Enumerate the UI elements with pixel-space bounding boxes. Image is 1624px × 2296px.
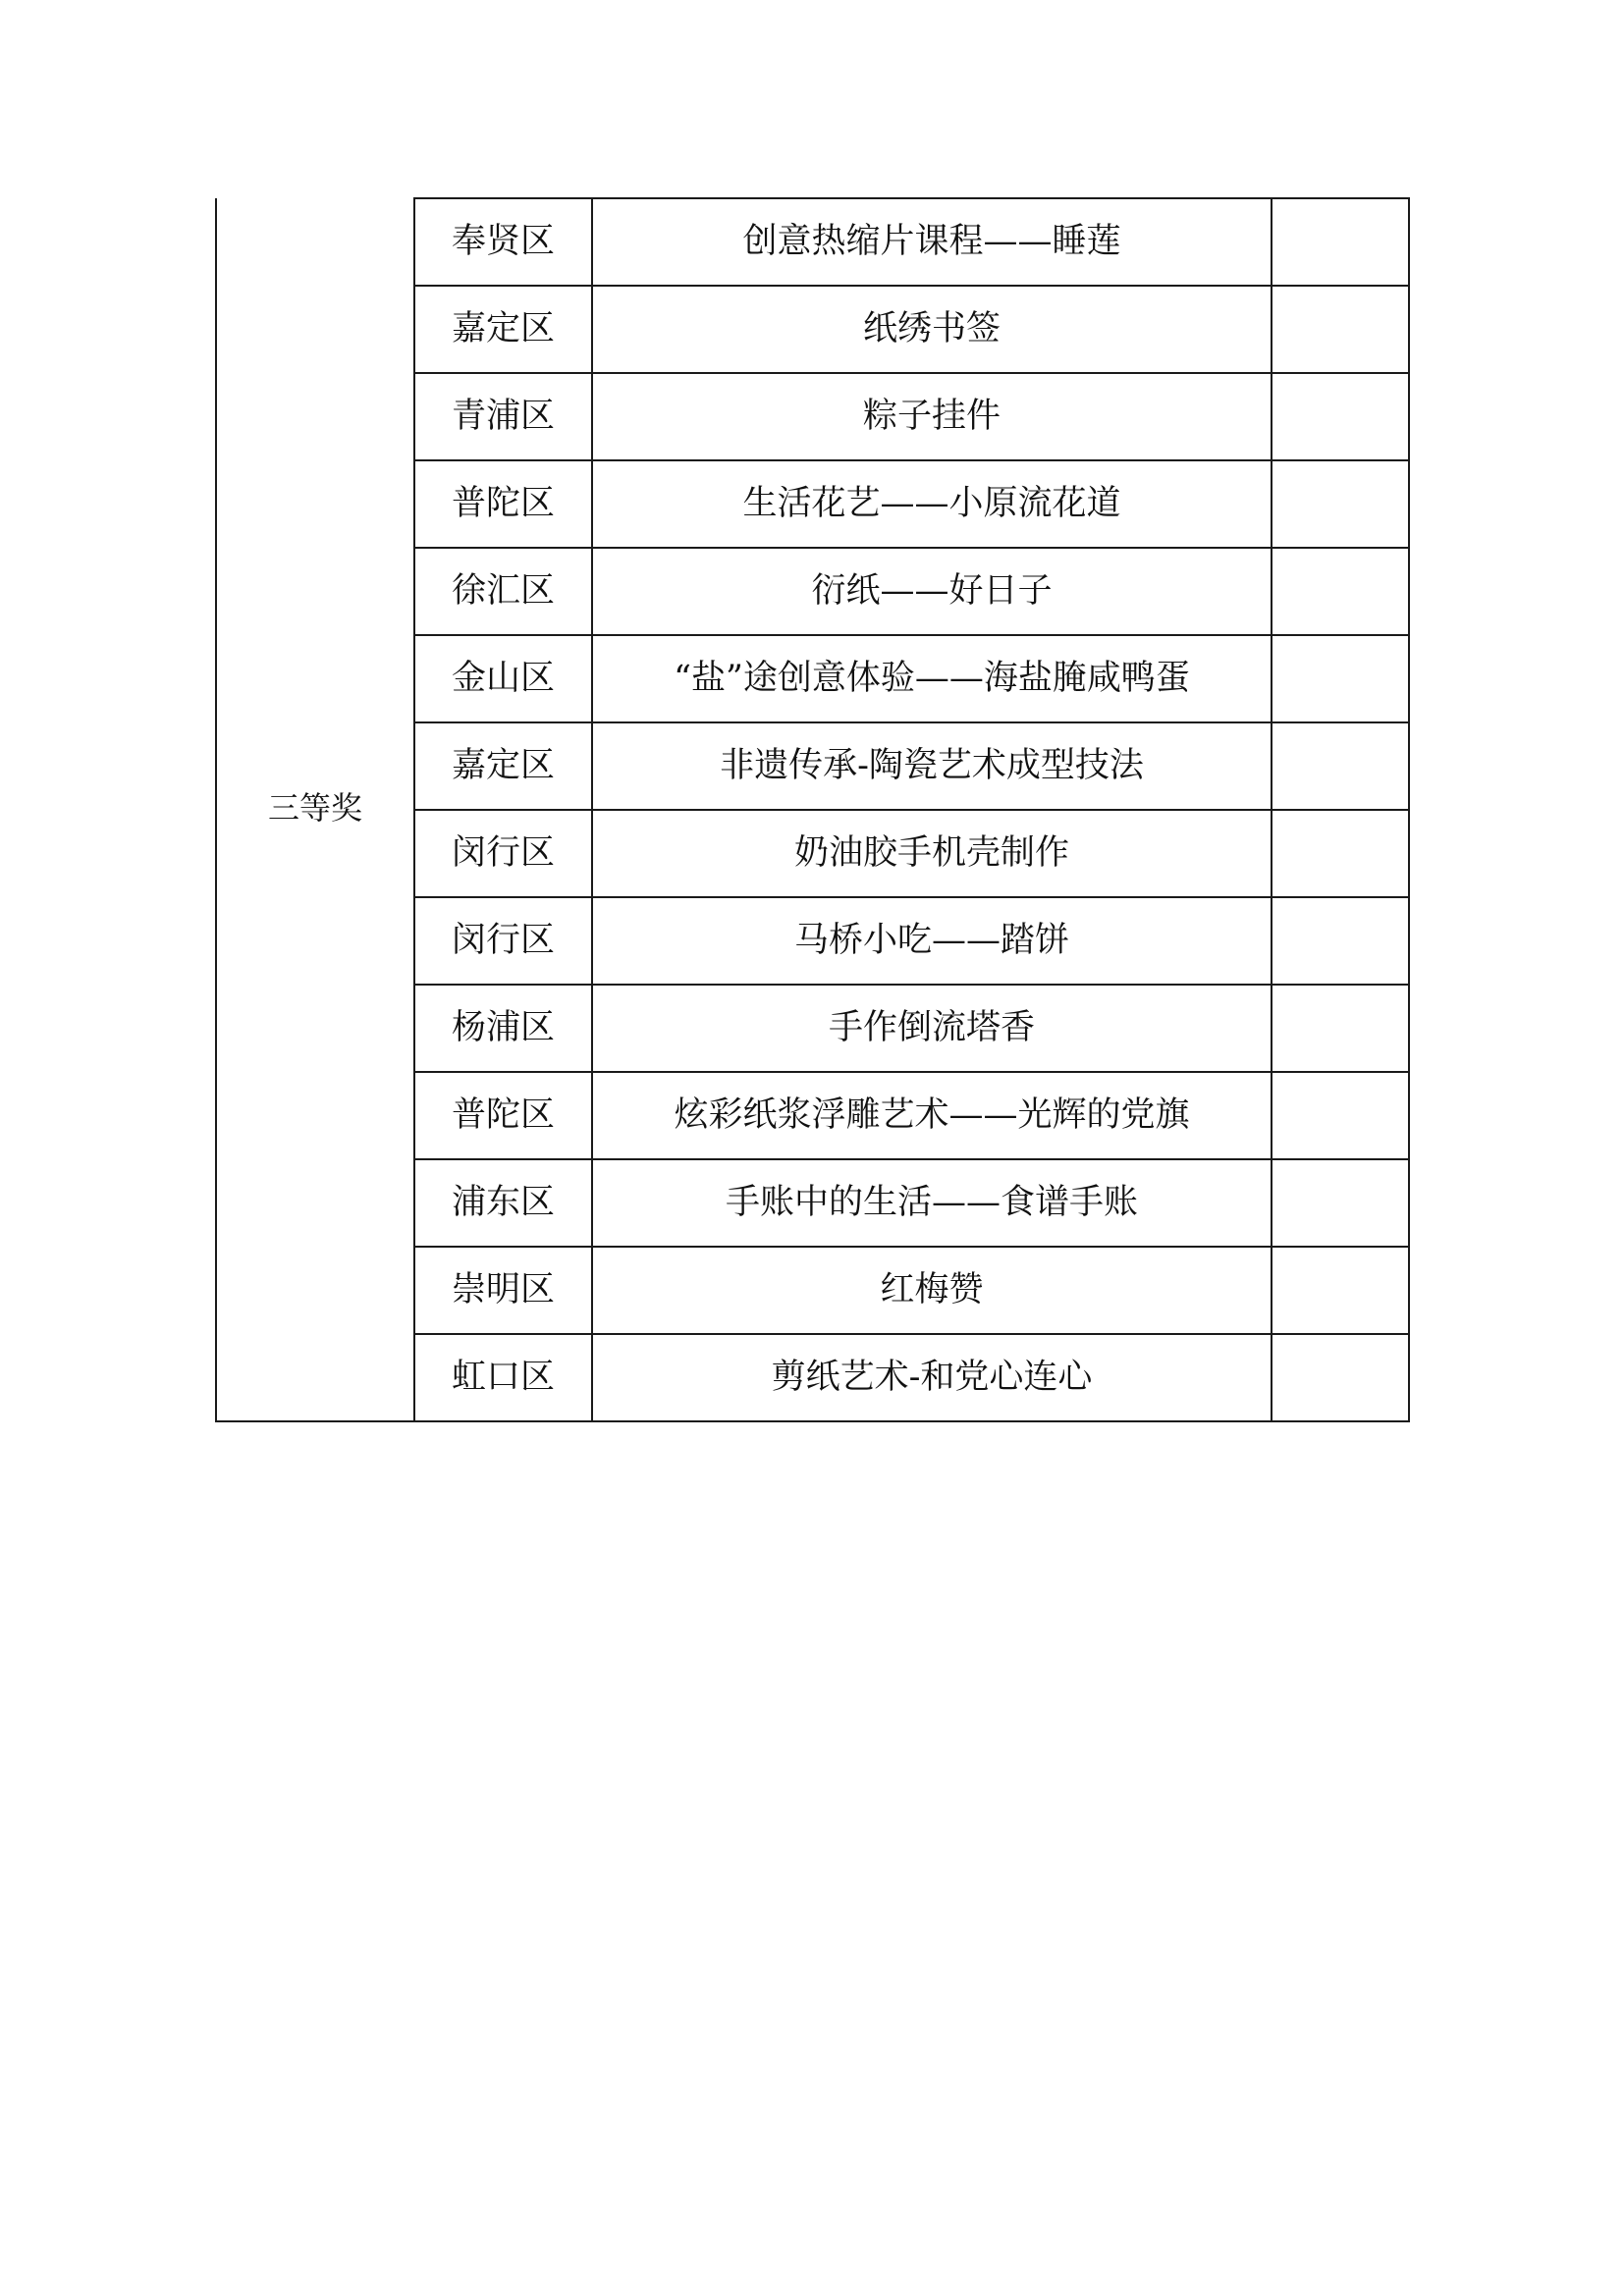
- project-cell: 生活花艺——小原流花道: [592, 460, 1272, 548]
- remark-cell: [1272, 1247, 1409, 1334]
- project-cell: “盐”途创意体验——海盐腌咸鸭蛋: [592, 635, 1272, 722]
- district-cell: 闵行区: [414, 810, 592, 897]
- district-cell: 徐汇区: [414, 548, 592, 635]
- project-cell: 粽子挂件: [592, 373, 1272, 460]
- remark-cell: [1272, 722, 1409, 810]
- project-cell: 手账中的生活——食谱手账: [592, 1159, 1272, 1247]
- project-cell: 手作倒流塔香: [592, 985, 1272, 1072]
- district-cell: 嘉定区: [414, 722, 592, 810]
- district-cell: 嘉定区: [414, 286, 592, 373]
- project-cell: 剪纸艺术-和党心连心: [592, 1334, 1272, 1421]
- remark-cell: [1272, 373, 1409, 460]
- remark-cell: [1272, 1072, 1409, 1159]
- remark-cell: [1272, 1334, 1409, 1421]
- project-cell: 奶油胶手机壳制作: [592, 810, 1272, 897]
- award-table: [215, 197, 1410, 1422]
- project-cell: 创意热缩片课程——睡莲: [592, 198, 1272, 286]
- remark-cell: [1272, 897, 1409, 985]
- project-cell: 炫彩纸浆浮雕艺术——光辉的党旗: [592, 1072, 1272, 1159]
- district-cell: 浦东区: [414, 1159, 592, 1247]
- award-level-cell: 三等奖: [216, 198, 414, 1421]
- district-cell: 奉贤区: [414, 198, 592, 286]
- remark-cell: [1272, 460, 1409, 548]
- remark-cell: [1272, 198, 1409, 286]
- remark-cell: [1272, 985, 1409, 1072]
- table-row: [216, 198, 1409, 286]
- district-cell: 崇明区: [414, 1247, 592, 1334]
- project-cell: 纸绣书签: [592, 286, 1272, 373]
- remark-cell: [1272, 548, 1409, 635]
- remark-cell: [1272, 635, 1409, 722]
- district-cell: 杨浦区: [414, 985, 592, 1072]
- project-cell: 非遗传承-陶瓷艺术成型技法: [592, 722, 1272, 810]
- district-cell: 青浦区: [414, 373, 592, 460]
- project-cell: 红梅赞: [592, 1247, 1272, 1334]
- remark-cell: [1272, 1159, 1409, 1247]
- project-cell: 衍纸——好日子: [592, 548, 1272, 635]
- remark-cell: [1272, 810, 1409, 897]
- district-cell: 普陀区: [414, 460, 592, 548]
- remark-cell: [1272, 286, 1409, 373]
- district-cell: 虹口区: [414, 1334, 592, 1421]
- award-table-body: [216, 198, 1409, 1421]
- district-cell: 闵行区: [414, 897, 592, 985]
- project-cell: 马桥小吃——踏饼: [592, 897, 1272, 985]
- district-cell: 普陀区: [414, 1072, 592, 1159]
- district-cell: 金山区: [414, 635, 592, 722]
